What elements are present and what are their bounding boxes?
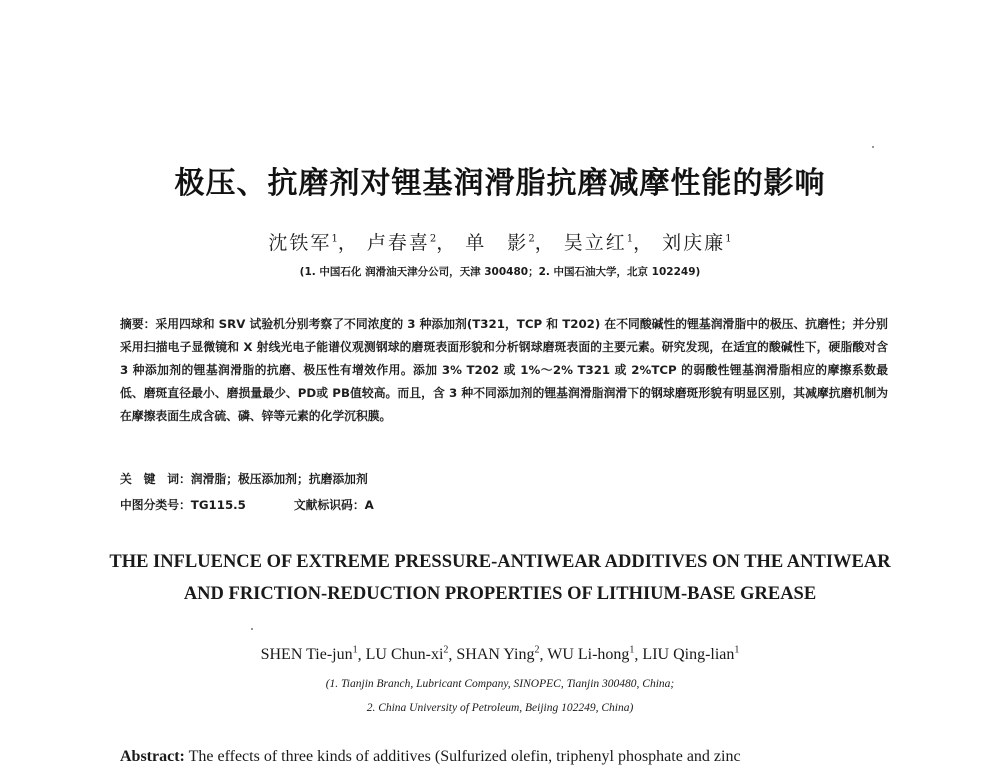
english-author: LIU Qing-lian$^1$ [642,645,740,664]
english-title [0,546,1000,610]
english-title-line: THE INFLUENCE OF EXTREME PRESSURE-ANTIWEAR ADDITIVES ON THE ANTIWEAR [109,552,891,572]
scan-speck [872,146,874,148]
english-affiliation [0,672,1000,720]
keywords-text: 润滑脂；极压添加剂；抗磨添加剂 [190,472,368,486]
chinese-author: 单 影$^2$ [465,232,535,254]
chinese-abstract-text: 采用四球和 SRV 试验机分别考察了不同浓度的 3 种添加剂(T321，TCP 和 T202) 在不同酸碱性的锂基润滑脂中的极压、抗磨性；并分别采用扫描电子显微镜和 X 射线光电子能谱仪观测钢球的磨斑表面形貌和分析钢球磨斑表面的主要元素。研究发现，在适宜的酸碱性下，硬脂酸对含 3 种添加剂的锂基润滑脂的抗磨、极压性有增效作用。添加 3% T202 或 1%～2% T321 或 2%TCP 的弱酸性锂基润滑脂相应的摩擦系数最低、磨斑直径最小、磨损量最少、PD或 PB值较高。而且，含 3 种不同添加剂的锂基润滑脂润滑下的钢球磨斑形貌有明显区别，其减摩抗磨机制为在摩擦表面生成含硫、磷、锌等元素的化学沉积膜。 [120,317,888,423]
clc-label: 中图分类号： [120,498,191,512]
english-affiliation-line: 2. China University of Petroleum, Beijing 102249, China) [366,702,634,714]
chinese-keywords [120,470,888,487]
chinese-author-list: 沈铁军$^1$， 卢春喜$^2$， 单 影$^2$， 吴立红$^1$， 刘庆廉$^1$ [268,232,732,254]
clc-value: TG115.5 [190,498,246,512]
english-author: LU Chun-$xi^2$ [365,645,449,664]
chinese-author: 卢春喜$^2$ [366,232,437,254]
english-author-list: SHEN Tie-jun$^1$, LU Chun-$xi^2$, SHAN Ying$^2$, WU Li-hong$^1$, LIU Qing-lian$^1$ [260,645,740,664]
english-title-line: AND FRICTION-REDUCTION PROPERTIES OF LITHIUM-BASE GREASE [183,584,817,604]
english-affiliation-line: (1. Tianjin Branch, Lubricant Company, SINOPEC, Tianjin 300480, China; [325,678,675,690]
english-author: SHAN Ying$^2$ [456,645,540,664]
english-abstract-label: Abstract: [120,748,185,765]
classification-line [120,496,888,513]
english-abstract-text: The effects of three kinds of additives (Sulfurized olefin, triphenyl phosphate and zinc [188,748,741,765]
doc-code-label: 文献标识码： [293,498,365,512]
chinese-abstract-label: 摘要： [120,317,156,331]
chinese-author: 吴立红$^1$ [563,232,634,254]
chinese-title: 极压、抗磨剂对锂基润滑脂抗磨减摩性能的影响 [174,166,826,201]
english-author: SHEN Tie-jun$^1$ [260,645,358,664]
english-abstract [120,748,900,766]
chinese-author: 沈铁军$^1$ [268,232,338,254]
english-author: WU Li-hong$^1$ [547,645,635,664]
scan-speck [251,628,253,630]
doc-code-value: A [364,498,374,512]
chinese-abstract [120,313,888,428]
keywords-label: 关 键 词： [120,472,191,486]
chinese-affiliation: (1. 中国石化 润滑油天津分公司，天津 300480；2. 中国石油大学，北京 102249) [299,266,701,278]
chinese-author: 刘庆廉$^1$ [662,232,732,254]
